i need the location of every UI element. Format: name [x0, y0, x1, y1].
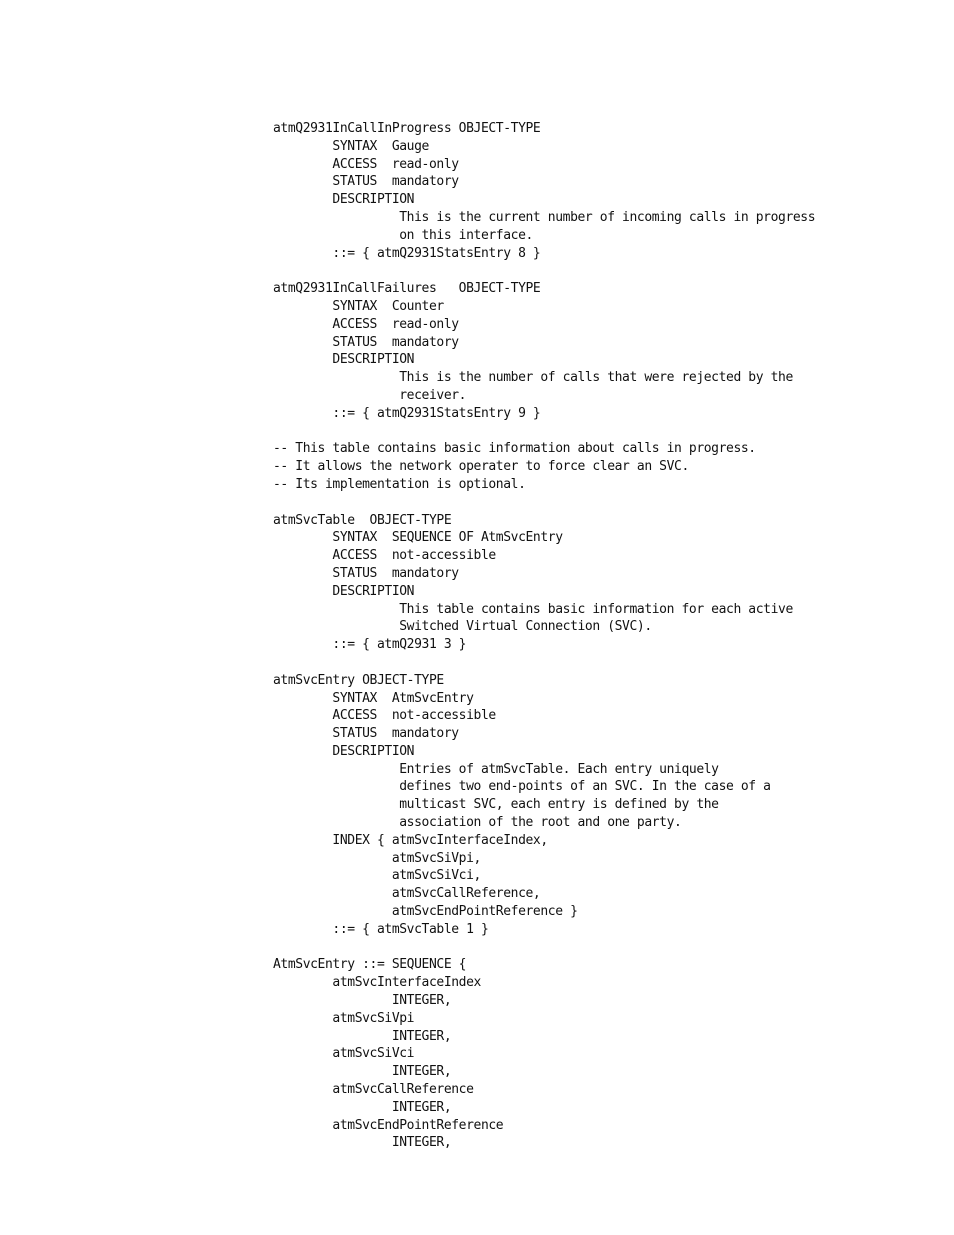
code-line: INTEGER, — [273, 1064, 452, 1080]
code-line: atmSvcTable OBJECT-TYPE — [273, 512, 452, 528]
mib-code-listing — [273, 120, 815, 1152]
code-line: DESCRIPTION — [273, 583, 415, 599]
code-line: atmQ2931InCallFailures OBJECT-TYPE — [273, 281, 541, 297]
code-line: Entries of atmSvcTable. Each entry uniquely — [273, 761, 719, 777]
code-line: atmSvcSiVpi, — [273, 850, 481, 866]
code-line: This is the number of calls that were rejected by the — [273, 370, 793, 386]
code-line: INTEGER, — [273, 1099, 452, 1115]
code-line: ACCESS read-only — [273, 316, 459, 332]
code-line: Switched Virtual Connection (SVC). — [273, 619, 652, 635]
code-line: SYNTAX Counter — [273, 298, 444, 314]
code-line: atmSvcEntry OBJECT-TYPE — [273, 672, 444, 688]
code-line: DESCRIPTION — [273, 192, 415, 208]
code-line: ACCESS not-accessible — [273, 708, 496, 724]
code-line: atmSvcEndPointReference — [273, 1117, 504, 1133]
code-line: STATUS mandatory — [273, 726, 459, 742]
code-line: atmQ2931InCallInProgress OBJECT-TYPE — [273, 121, 541, 136]
code-line: ::= { atmQ2931 3 } — [273, 637, 467, 653]
code-line: INTEGER, — [273, 1028, 452, 1044]
code-line: INTEGER, — [273, 1135, 452, 1151]
code-line: atmSvcSiVci, — [273, 868, 481, 884]
code-line: STATUS mandatory — [273, 174, 459, 190]
code-line: ::= { atmQ2931StatsEntry 8 } — [273, 245, 541, 261]
code-line: AtmSvcEntry ::= SEQUENCE { — [273, 957, 467, 973]
code-line: ACCESS not-accessible — [273, 548, 496, 564]
code-line — [273, 654, 815, 672]
code-line — [273, 494, 815, 512]
code-line: STATUS mandatory — [273, 334, 459, 350]
code-line: ACCESS read-only — [273, 156, 459, 172]
code-line: atmSvcSiVpi — [273, 1010, 415, 1026]
code-line: This is the current number of incoming calls in progress — [273, 209, 816, 225]
code-line: atmSvcEndPointReference } — [273, 904, 578, 920]
code-line: STATUS mandatory — [273, 565, 459, 581]
code-line: SYNTAX SEQUENCE OF AtmSvcEntry — [273, 530, 563, 546]
code-line: SYNTAX AtmSvcEntry — [273, 690, 474, 706]
code-line — [273, 939, 815, 957]
code-line: SYNTAX Gauge — [273, 138, 429, 154]
code-line: atmSvcInterfaceIndex — [273, 975, 481, 991]
code-line: on this interface. — [273, 227, 533, 243]
code-line: atmSvcCallReference, — [273, 886, 541, 902]
code-line: atmSvcSiVci — [273, 1046, 415, 1062]
code-line: INDEX { atmSvcInterfaceIndex, — [273, 832, 548, 848]
code-line: multicast SVC, each entry is defined by the — [273, 797, 719, 813]
code-line: DESCRIPTION — [273, 743, 415, 759]
code-line: ::= { atmSvcTable 1 } — [273, 921, 489, 937]
code-line: -- It allows the network operater to force clear an SVC. — [273, 459, 689, 475]
code-line: atmSvcCallReference — [273, 1082, 474, 1098]
code-line: ::= { atmQ2931StatsEntry 9 } — [273, 405, 541, 421]
code-line: INTEGER, — [273, 993, 452, 1009]
code-line — [273, 262, 815, 280]
code-line: -- This table contains basic information about calls in progress. — [273, 441, 756, 457]
code-line: -- Its implementation is optional. — [273, 476, 526, 492]
code-line — [273, 423, 815, 441]
code-line: DESCRIPTION — [273, 352, 415, 368]
code-line: This table contains basic information for each active — [273, 601, 793, 617]
code-line: receiver. — [273, 387, 467, 403]
code-line: defines two end-points of an SVC. In the case of a — [273, 779, 771, 795]
code-line: association of the root and one party. — [273, 815, 682, 831]
